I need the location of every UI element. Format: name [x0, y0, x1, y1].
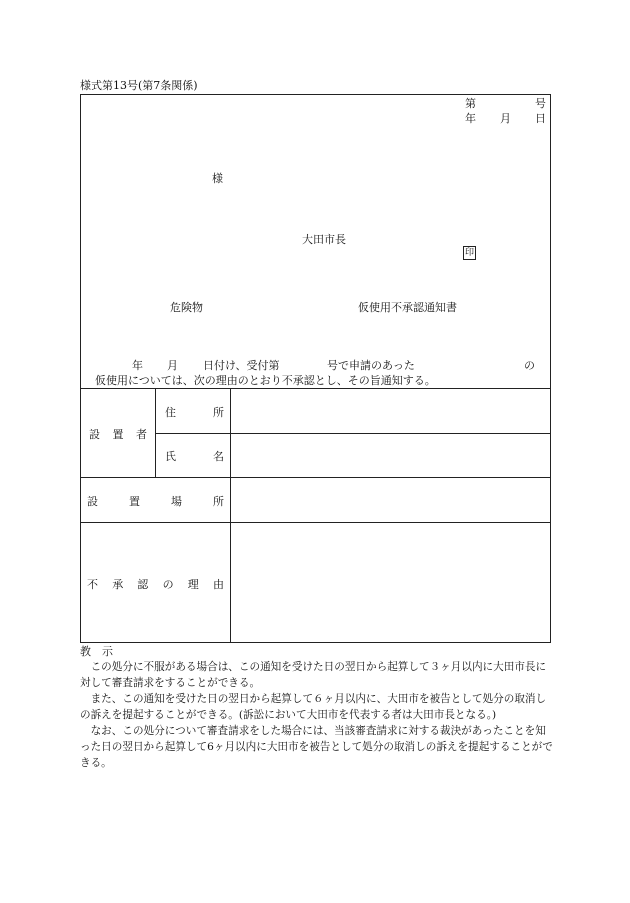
- body-year-label: 年: [132, 359, 143, 372]
- installer-label-divider: [155, 388, 156, 477]
- number-prefix: 第: [465, 97, 476, 110]
- notice-paragraph-1: この処分に不服がある場合は、この通知を受けた日の翌日から起算して３ヶ月以内に大田市長に対して審査請求をすることができる。: [80, 661, 547, 689]
- body-line-2: 仮使用については、次の理由のとおり不承認とし、その旨通知する。: [95, 374, 436, 387]
- seal-mark: 印: [464, 248, 474, 258]
- number-suffix: 号: [535, 97, 546, 110]
- date-year-label: 年: [465, 112, 476, 125]
- notice-text: [80, 659, 553, 771]
- value-column-divider: [230, 388, 231, 643]
- rejection-reason-label: 不 承 認 の 理 由: [87, 578, 224, 591]
- body-dated-text: 日付け、受付第: [203, 359, 280, 372]
- body-month-label: 月: [167, 359, 178, 372]
- date-month-label: 月: [500, 112, 511, 125]
- form-frame: [80, 94, 551, 643]
- installer-bottom-border: [80, 477, 551, 478]
- address-label: 住 所: [165, 406, 224, 419]
- body-applied-text: 号で申請のあった: [327, 359, 415, 372]
- issuer-name: 大田市長: [302, 233, 346, 246]
- notice-heading: 教 示: [80, 645, 113, 658]
- location-bottom-border: [80, 522, 551, 523]
- title-right: 仮使用不承認通知書: [358, 301, 457, 314]
- installer-label: 設 置 者: [89, 428, 147, 441]
- notice-paragraph-3: なお、この処分について審査請求をした場合には、当該審査請求に対する裁決があったことを知った日の翌日から起算して6ヶ月以内に大田市を被告として処分の取消しの訴えを提起することができる。: [80, 725, 553, 769]
- notice-paragraph-2: また、この通知を受けた日の翌日から起算して６ヶ月以内に、大田市を被告として処分の取消しの訴えを提起することができる。(訴訟において大田市を代表する者は大田市長となる。): [80, 693, 547, 721]
- table-top-border: [80, 388, 551, 389]
- installer-row-divider: [155, 433, 551, 434]
- date-day-label: 日: [535, 112, 546, 125]
- name-label: 氏 名: [165, 450, 224, 463]
- title-left: 危険物: [170, 301, 203, 314]
- installation-location-label: 設 置 場 所: [87, 495, 224, 508]
- form-number-label: 様式第13号(第7条関係): [80, 79, 198, 92]
- body-no-text: の: [524, 359, 535, 372]
- addressee-suffix: 様: [212, 172, 223, 185]
